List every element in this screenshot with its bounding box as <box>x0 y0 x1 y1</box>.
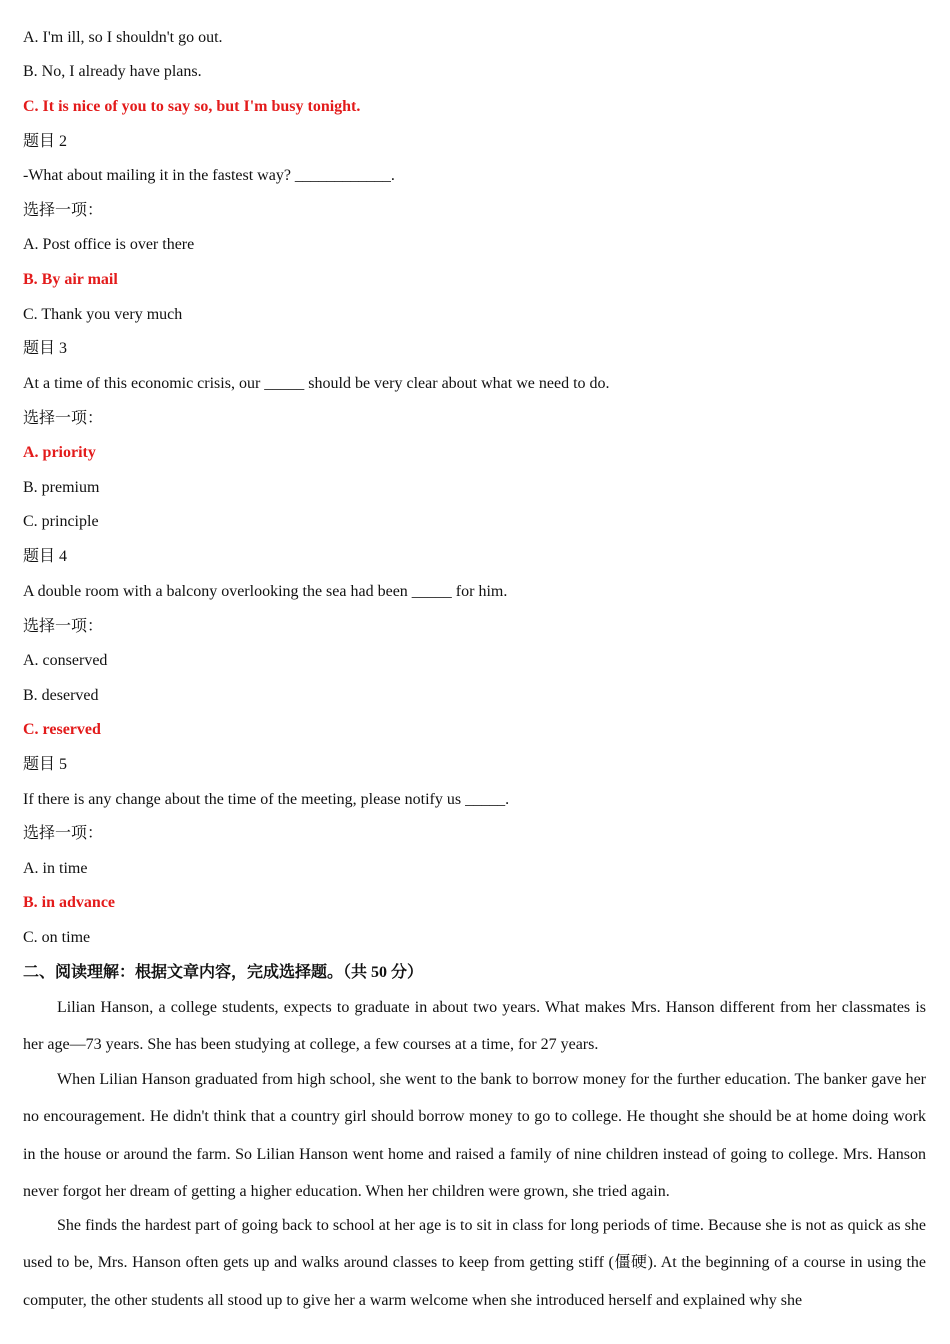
section-heading: 二、阅读理解：根据文章内容，完成选择题。（共 50 分） <box>23 964 424 981</box>
q4-option-a[interactable]: A. conserved <box>23 652 108 669</box>
q4-option-b[interactable]: B. deserved <box>23 687 99 704</box>
passage-paragraph-2: When Lilian Hanson graduated from high school, she went to the bank to borrow money for the further education. The banker gave her no encouragement. He didn't think that a country girl should borrow money to go to college. He thought she should be at home doing work in the house or around the farm. So Lilian Hanson went home and raised a family of nine children instead of going to college. Mrs. Hanson never forgot her dream of getting a higher education. When her children were grown, she tried again. <box>23 1071 926 1201</box>
q2-prompt: 选择一项： <box>23 202 104 219</box>
q4-label: 题目 4 <box>23 548 68 565</box>
q1-option-c-correct[interactable]: C. It is nice of you to say so, but I'm busy tonight. <box>23 98 361 115</box>
q1-option-a[interactable]: A. I'm ill, so I shouldn't go out. <box>23 29 223 46</box>
q4-option-c-correct[interactable]: C. reserved <box>23 721 101 738</box>
q2-stem: -What about mailing it in the fastest way? ____________. <box>23 167 395 184</box>
q3-option-b[interactable]: B. premium <box>23 479 100 496</box>
q3-label: 题目 3 <box>23 340 68 357</box>
q4-prompt: 选择一项： <box>23 618 104 635</box>
q2-label: 题目 2 <box>23 133 68 150</box>
q3-option-a-correct[interactable]: A. priority <box>23 444 96 461</box>
q2-option-b-correct[interactable]: B. By air mail <box>23 271 118 288</box>
passage-paragraph-3: She finds the hardest part of going back to school at her age is to sit in class for long periods of time. Because she is not as quick as she used to be, Mrs. Hanson often gets up and walks around classes to keep from getting stiff (僵硬). At the beginning of a course in using the computer, the other students all stood up to give her a warm welcome when she introduced herself and explained why she <box>23 1217 926 1309</box>
q5-prompt: 选择一项： <box>23 825 104 842</box>
q5-option-b-correct[interactable]: B. in advance <box>23 894 116 911</box>
q5-option-a[interactable]: A. in time <box>23 860 88 877</box>
q1-option-b[interactable]: B. No, I already have plans. <box>23 63 202 80</box>
q3-option-c[interactable]: C. principle <box>23 513 99 530</box>
q2-option-a[interactable]: A. Post office is over there <box>23 236 195 253</box>
q5-stem: If there is any change about the time of the meeting, please notify us _____. <box>23 791 510 808</box>
q2-option-c[interactable]: C. Thank you very much <box>23 306 183 323</box>
passage-paragraph-1: Lilian Hanson, a college students, expects to graduate in about two years. What makes Mrs. Hanson different from her classmates is her age—73 years. She has been studying at college, a few courses at a time, for 27 years. <box>23 999 926 1054</box>
q3-prompt: 选择一项： <box>23 410 104 427</box>
q5-option-c[interactable]: C. on time <box>23 929 91 946</box>
q4-stem: A double room with a balcony overlooking the sea had been _____ for him. <box>23 583 508 600</box>
q5-label: 题目 5 <box>23 756 68 773</box>
q3-stem: At a time of this economic crisis, our _____ should be very clear about what we need to do. <box>23 375 610 392</box>
